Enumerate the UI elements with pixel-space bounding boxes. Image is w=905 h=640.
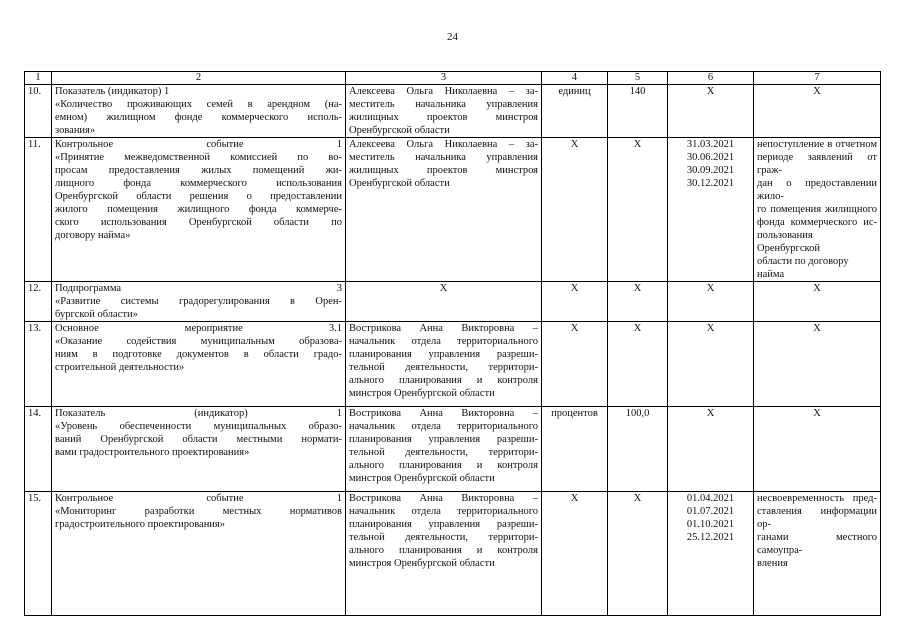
text-line: меститель начальника управления (349, 99, 538, 110)
unit: процентов (542, 407, 608, 492)
page-number: 24 (447, 31, 458, 43)
text-line: Оренбургской области решения о предоставлении (55, 191, 342, 202)
text-line: Вострикова Анна Викторовна – (349, 323, 538, 334)
text-line: Показатель (индикатор) 1 (55, 408, 342, 419)
responsible-person (346, 492, 542, 616)
text-line: планирования управления разреши- (349, 434, 538, 445)
text-line: Контрольное событие 1 (55, 139, 342, 150)
text-line: области по договору найма (757, 256, 849, 280)
item-name (52, 407, 346, 492)
text-line: 30.06.2021 (686, 152, 735, 163)
text-line: тельной деятельности, территори- (349, 362, 538, 373)
text-line: «Принятие межведомственной комиссией по во- (55, 152, 342, 163)
text-line: Подпрограмма 3 (55, 283, 342, 294)
table-row (25, 407, 881, 492)
table-row (25, 282, 881, 322)
column-header-4: 4 (542, 72, 608, 85)
text-line: несвоевременность пред- (757, 493, 877, 504)
text-line: просам предоставления жилых помещений жи- (55, 165, 342, 176)
column-header-2: 2 (52, 72, 346, 85)
text-line: Основное мероприятие 3.1 (55, 323, 342, 334)
text-line: жилищных проектов минстроя (349, 112, 538, 123)
value: 100,0 (608, 407, 668, 492)
column-header-7: 7 (754, 72, 881, 85)
text-line: планирования управления разреши- (349, 349, 538, 360)
unit: X (542, 282, 608, 322)
program-table (24, 71, 881, 616)
text-line: «Мониторинг разработки местных нормативов (55, 506, 342, 517)
text-line: периоде заявлений от граж- (757, 152, 877, 176)
text-line: 25.12.2021 (686, 532, 735, 543)
row-number: 11. (25, 138, 52, 282)
text-line: лищного фонда коммерческого использования (55, 178, 342, 189)
text-line: минстроя Оренбургской области (349, 558, 495, 569)
text-line: го помещения жилищного (757, 204, 877, 215)
column-header-5: 5 (608, 72, 668, 85)
note (754, 407, 881, 492)
value: X (608, 322, 668, 407)
text-line: «Оказание содействия муниципальным образова- (55, 336, 342, 347)
text-line: ального планирования и контроля (349, 460, 538, 471)
text-line: меститель начальника управления (349, 152, 538, 163)
row-number: 12. (25, 282, 52, 322)
text-line: 30.12.2021 (686, 178, 735, 189)
text-line: жилищных проектов минстроя (349, 165, 538, 176)
value: X (608, 282, 668, 322)
text-line: начальник отдела территориального (349, 421, 538, 432)
text-line: Оренбургской области (349, 178, 450, 189)
row-number: 13. (25, 322, 52, 407)
responsible-person (346, 282, 542, 322)
header-row (25, 72, 881, 85)
deadline-dates (668, 322, 754, 407)
text-line: ставления информации ор- (757, 506, 877, 530)
text-line: X (439, 283, 448, 294)
text-line: градостроительного проектирования» (55, 519, 226, 530)
item-name (52, 322, 346, 407)
responsible-person (346, 85, 542, 138)
column-header-3: 3 (346, 72, 542, 85)
text-line: Алексеева Ольга Николаевна – за- (349, 139, 538, 150)
deadline-dates (668, 138, 754, 282)
text-line: ского использования Оренбургской области по (55, 217, 342, 228)
table-row (25, 85, 881, 138)
row-number: 14. (25, 407, 52, 492)
unit: X (542, 492, 608, 616)
text-line: X (706, 283, 715, 294)
text-line: «Развитие системы градорегулирования в Орен- (55, 296, 342, 307)
note (754, 85, 881, 138)
text-line: емном) жилищном фонде коммерческого исполь- (55, 112, 342, 123)
unit: X (542, 138, 608, 282)
note (754, 492, 881, 616)
table-row (25, 492, 881, 616)
text-line: зования» (55, 125, 96, 136)
responsible-person (346, 322, 542, 407)
text-line: тельной деятельности, территори- (349, 532, 538, 543)
text-line: X (813, 86, 821, 97)
text-line: ганами местного самоупра- (757, 532, 877, 556)
value: X (608, 138, 668, 282)
text-line: Алексеева Ольга Николаевна – за- (349, 86, 538, 97)
text-line: непоступление в отчетном (757, 139, 877, 150)
text-line: Контрольное событие 1 (55, 493, 342, 504)
text-line: X (706, 86, 715, 97)
text-line: минстроя Оренбургской области (349, 388, 495, 399)
deadline-dates (668, 85, 754, 138)
deadline-dates (668, 282, 754, 322)
text-line: минстроя Оренбургской области (349, 473, 495, 484)
text-line: X (813, 323, 821, 334)
deadline-dates (668, 407, 754, 492)
text-line: начальник отдела территориального (349, 506, 538, 517)
unit: единиц (542, 85, 608, 138)
row-number: 15. (25, 492, 52, 616)
text-line: договору найма» (55, 230, 131, 241)
text-line: ниям в подготовке документов в области градо- (55, 349, 342, 360)
text-line: Показатель (индикатор) 1 (55, 86, 170, 97)
item-name (52, 85, 346, 138)
text-line: ального планирования и контроля (349, 545, 538, 556)
responsible-person (346, 407, 542, 492)
text-line: строительной деятельности» (55, 362, 185, 373)
text-line: вами градостроительного проектирования» (55, 447, 250, 458)
text-line: бургской области» (55, 309, 138, 320)
table-row (25, 322, 881, 407)
deadline-dates (668, 492, 754, 616)
note (754, 322, 881, 407)
note (754, 282, 881, 322)
text-line: «Уровень обеспеченности муниципальных образо- (55, 421, 342, 432)
text-line: ального планирования и контроля (349, 375, 538, 386)
value: 140 (608, 85, 668, 138)
unit: X (542, 322, 608, 407)
text-line: 01.07.2021 (686, 506, 735, 517)
item-name (52, 138, 346, 282)
text-line: начальник отдела территориального (349, 336, 538, 347)
note (754, 138, 881, 282)
column-header-1: 1 (25, 72, 52, 85)
text-line: «Количество проживающих семей в арендном (на- (55, 99, 342, 110)
column-header-6: 6 (668, 72, 754, 85)
text-line: 31.03.2021 (686, 139, 735, 150)
text-line: фонда коммерческого ис- (757, 217, 877, 228)
item-name (52, 492, 346, 616)
text-line: X (813, 283, 821, 294)
text-line: вления (757, 558, 788, 569)
row-number: 10. (25, 85, 52, 138)
text-line: X (706, 323, 715, 334)
text-line: пользования Оренбургской (757, 230, 820, 254)
item-name (52, 282, 346, 322)
text-line: жилого помещения жилищного фонда коммерче- (55, 204, 342, 215)
text-line: дан о предоставлении жило- (757, 178, 877, 202)
text-line: 01.04.2021 (686, 493, 735, 504)
responsible-person (346, 138, 542, 282)
text-line: Оренбургской области (349, 125, 450, 136)
text-line: 30.09.2021 (686, 165, 735, 176)
table-row (25, 138, 881, 282)
text-line: ваний Оренбургской области местными нормати- (55, 434, 342, 445)
text-line: Вострикова Анна Викторовна – (349, 408, 538, 419)
text-line: X (813, 408, 821, 419)
text-line: Вострикова Анна Викторовна – (349, 493, 538, 504)
text-line: планирования управления разреши- (349, 519, 538, 530)
value: X (608, 492, 668, 616)
text-line: тельной деятельности, территори- (349, 447, 538, 458)
text-line: X (706, 408, 715, 419)
text-line: 01.10.2021 (686, 519, 735, 530)
